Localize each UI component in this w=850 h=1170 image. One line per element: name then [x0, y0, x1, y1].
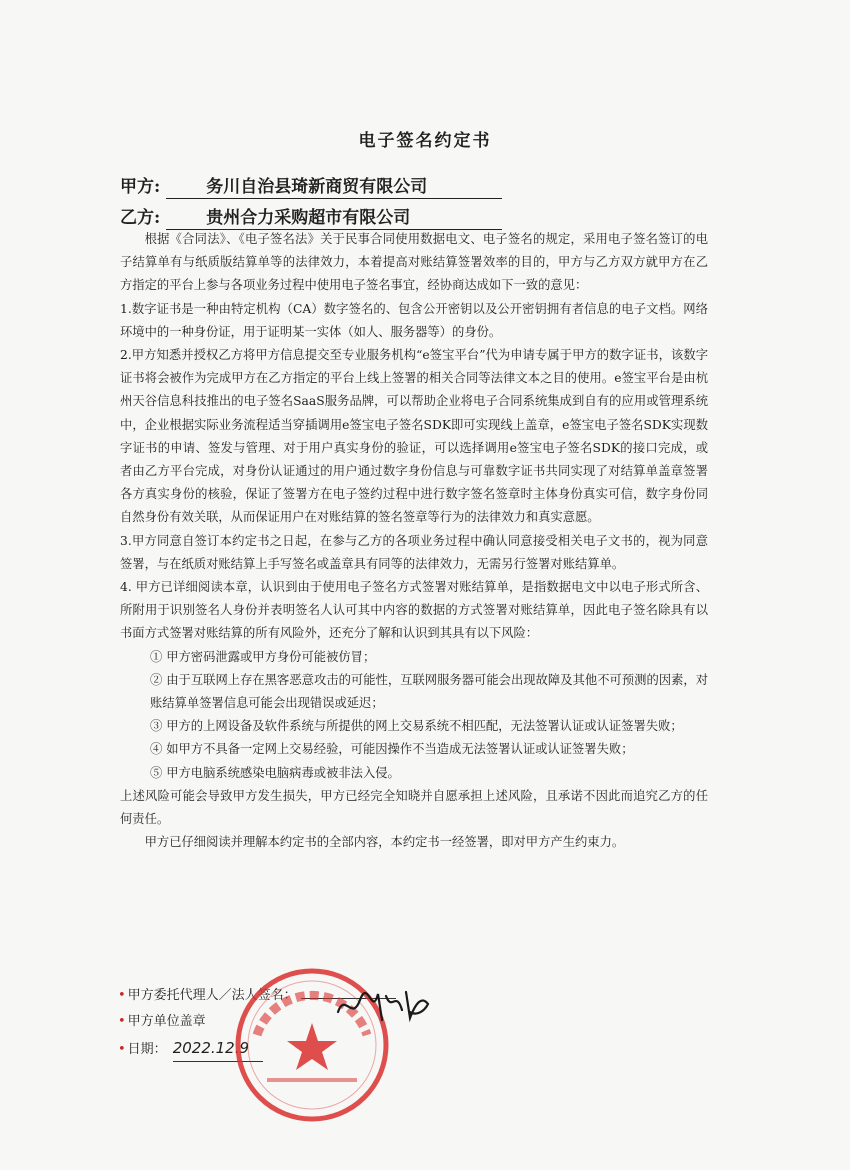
closing-paragraph-1: 上述风险可能会导致甲方发生损失，甲方已经完全知晓并自愿承担上述风险，且承诺不因此而追究乙方的任何责任。 — [120, 788, 708, 827]
risk-item: ③ 甲方的上网设备及软件系统与所提供的网上交易系统不相匹配，无法签署认证或认证签署失败； — [150, 719, 683, 734]
risk-item: ⑤ 甲方电脑系统感染电脑病毒或被非法入侵。 — [150, 765, 400, 780]
bullet-icon: • — [118, 1014, 126, 1029]
handwritten-signature-icon — [330, 982, 440, 1032]
date-value: 2022.12.9 — [173, 1035, 263, 1062]
risk-item: ① 甲方密码泄露或甲方身份可能被仿冒； — [150, 649, 376, 664]
closing-paragraph-2: 甲方已仔细阅读并理解本约定书的全部内容，本约定书一经签署，即对甲方产生约束力。 — [144, 835, 625, 850]
clause-3: 3.甲方同意自签订本约定书之日起，在参与乙方的各项业务过程中确认同意接受相关电子文书的，视为同意签署，与在纸质对账结算上手写签名或盖章具有同等的法律效力，无需另行签署对账结算单。 — [120, 533, 708, 571]
document-title: 电子签名约定书 — [358, 131, 492, 151]
bullet-icon: • — [118, 1042, 126, 1057]
party-a-label: 甲方: — [120, 177, 161, 197]
risk-item: ④ 如甲方不具备一定网上交易经验，可能因操作不当造成无法签署认证或认证签署失败； — [150, 742, 634, 757]
risk-item: ② 由于互联网上存在黑客恶意攻击的可能性，互联网服务器可能会出现故障及其他不可预测的因素，对账结算单签署信息可能会出现错误或延迟； — [150, 672, 708, 711]
clause-2: 2.甲方知悉并授权乙方将甲方信息提交至专业服务机构“e签宝平台”代为申请专属于甲方的数字证书，该数字证书将会被作为完成甲方在乙方指定的平台上线上签署的相关合同等法律文本之目的使用。e签宝平台是由杭州天谷信息科技推出的电子签名SaaS服务品牌，可以帮助企业将电子合同系统集成到自有的应用或管理系统中，企业根据实际业务流程适当穿插调用e签宝电子签名SDK即可实现线上盖章，e签宝电子签名SDK实现数字证书的申请、签发与管理、对于用户真实身份的验证，可以选择调用e签宝电子签名SDK的接口完成，或者由乙方平台完成，对身份认证通过的用户通过数字身份信息与可靠数字证书共同实现了对结算单盖章签署各方真实身份的核验，保证了签署方在电子签约过程中进行数字签名签章时主体身份真实可信，数字身份同自然身份有效关联，从而保证用户在对账结算的签名签章等行为的法律效力和真实意愿。 — [120, 348, 708, 525]
party-b-label: 乙方: — [120, 208, 161, 228]
agent-signature-label: 甲方委托代理人／法人签名： — [127, 988, 297, 1003]
seal-label: 甲方单位盖章 — [127, 1014, 206, 1029]
agreement-body — [120, 228, 708, 854]
clause-1: 1.数字证书是一种由特定机构（CA）数字签名的、包含公开密钥以及公开密钥拥有者信息的电子文档。网络环境中的一种身份证，用于证明某一实体（如人、服务器等）的身份。 — [120, 301, 708, 339]
party-a-line — [120, 172, 502, 199]
intro-paragraph: 根据《合同法》、《电子签名法》关于民事合同使用数据电文、电子签名的规定，采用电子签名签订的电子结算单有与纸质版结算单等的法律效力，本着提高对账结算签署效率的目的，甲方与乙方双方就甲方在乙方指定的平台上参与各项业务过程中使用电子签名事宜，经协商达成如下一致的意见： — [120, 232, 708, 293]
party-a-name: 务川自治县琦新商贸有限公司 — [166, 172, 502, 199]
date-label: 日期： — [127, 1042, 167, 1057]
bullet-icon: • — [118, 988, 126, 1003]
party-b-line — [120, 203, 502, 230]
party-b-name: 贵州合力采购超市有限公司 — [166, 203, 502, 230]
clause-4: 4. 甲方已详细阅读本章，认识到由于使用电子签名方式签署对账结算单，是指数据电文中以电子形式所含、所附用于识别签名人身份并表明签名人认可其中内容的数据的方式签署对账结算单，因此电子签名除具有以书面方式签署对账结算的所有风险外，还充分了解和认识到其具有以下风险： — [120, 580, 708, 641]
